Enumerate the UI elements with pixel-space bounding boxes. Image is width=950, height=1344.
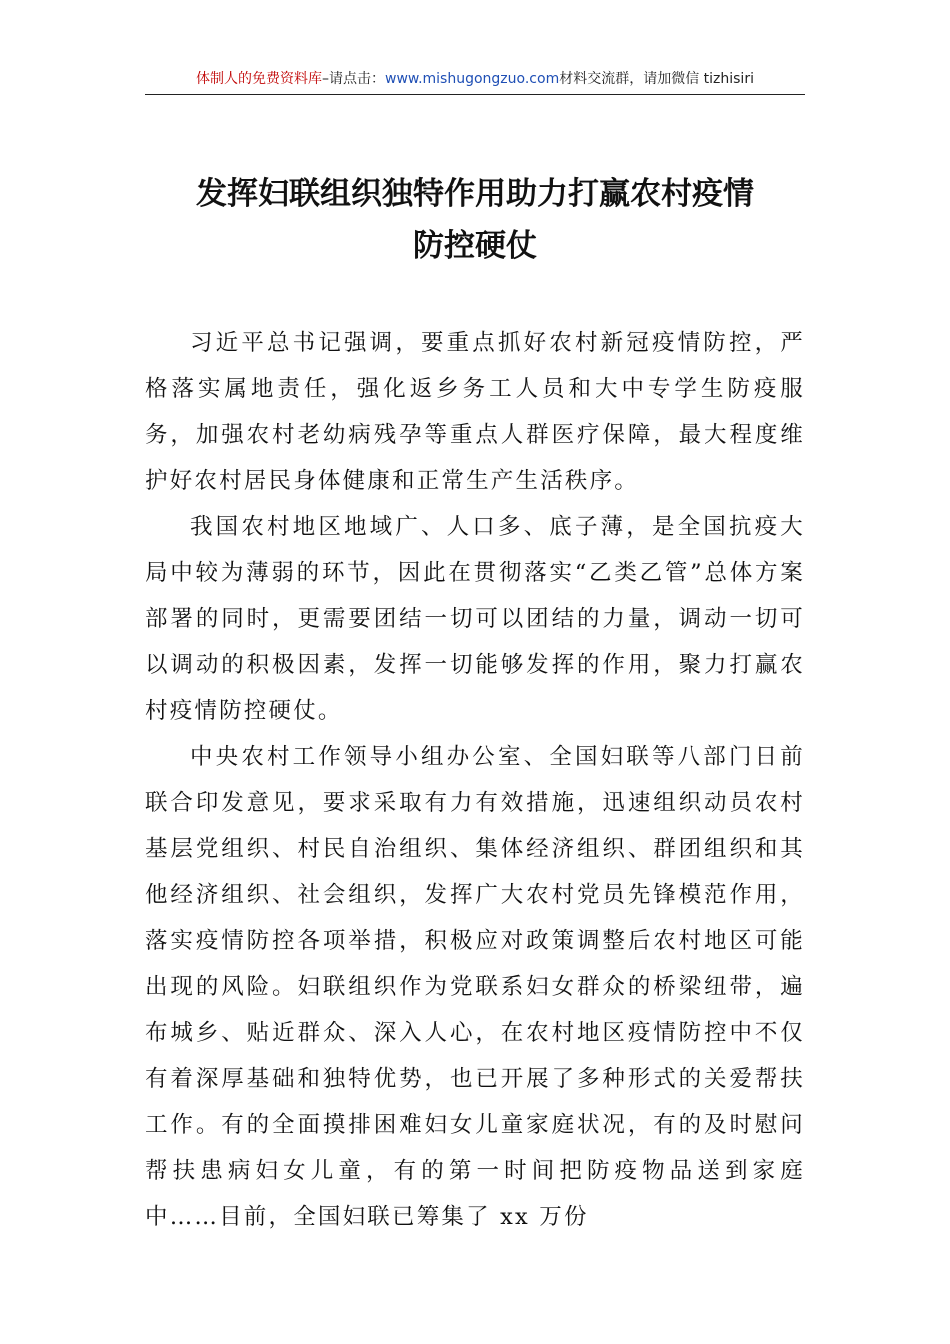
header-url-link[interactable]: www.mishugongzuo.com <box>385 71 560 87</box>
paragraph-3: 中央农村工作领导小组办公室、全国妇联等八部门日前联合印发意见，要求采取有力有效措施，迅速组织动员农村基层党组织、村民自治组织、集体经济组织、群团组织和其他经济组织、社会组织，发挥广大农村党员先锋模范作用，落实疫情防控各项举措，积极应对政策调整后农村地区可能出现的风险。妇联组织作为党联系妇女群众的桥梁纽带，遍布城乡、贴近群众、深入人心，在农村地区疫情防控中不仅有着深厚基础和独特优势，也已开展了多种形式的关爱帮扶工作。有的全面摸排困难妇女儿童家庭状况，有的及时慰问帮扶患病妇女儿童，有的第一时间把防疫物品送到家庭中……目前，全国妇联已筹集了 xx 万份 <box>145 744 805 1230</box>
title-line-1: 发挥妇联组织独特作用助力打赢农村疫情 <box>196 176 754 212</box>
header-note: 材料交流群，请加微信 tizhisiri <box>559 71 754 87</box>
title-line-2: 防控硬仗 <box>413 228 537 264</box>
document-body <box>145 320 805 1240</box>
header-prompt: –请点击： <box>322 71 386 87</box>
document-title <box>140 168 810 272</box>
page-header <box>145 66 805 95</box>
paragraph-2: 我国农村地区地域广、人口多、底子薄，是全国抗疫大局中较为薄弱的环节，因此在贯彻落实“乙类乙管”总体方案部署的同时，更需要团结一切可以团结的力量，调动一切可以调动的积极因素，发挥一切能够发挥的作用，聚力打赢农村疫情防控硬仗。 <box>145 514 805 724</box>
paragraph-1: 习近平总书记强调，要重点抓好农村新冠疫情防控，严格落实属地责任，强化返乡务工人员和大中专学生防疫服务，加强农村老幼病残孕等重点人群医疗保障，最大程度维护好农村居民身体健康和正常生产生活秩序。 <box>145 330 805 494</box>
header-brand: 体制人的免费资料库 <box>196 71 323 87</box>
